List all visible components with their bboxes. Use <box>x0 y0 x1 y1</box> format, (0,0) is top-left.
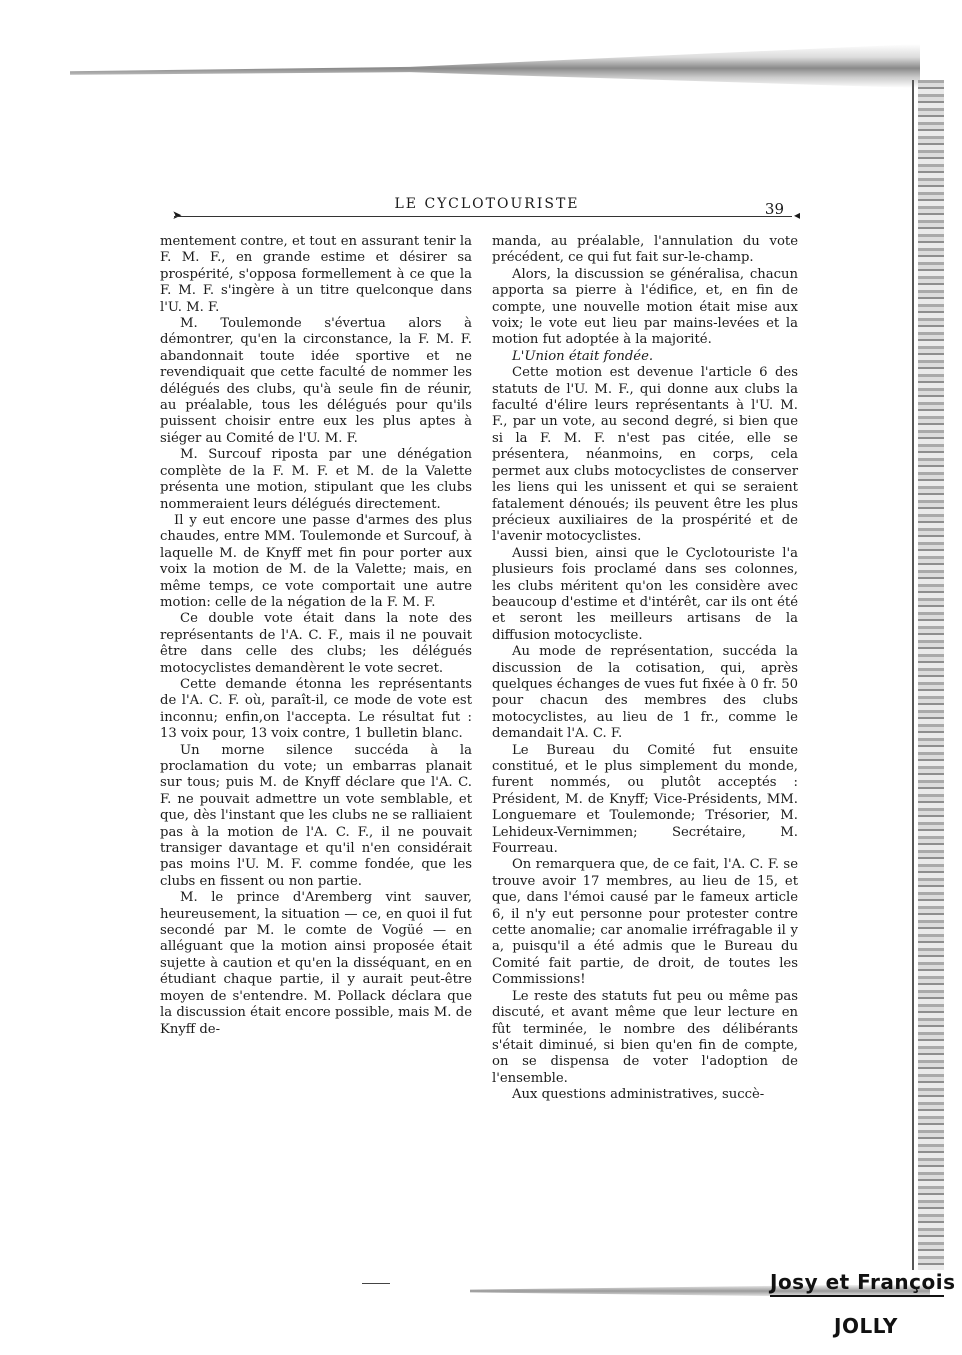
paragraph: Un morne silence succéda à la proclamation du vote; un embarras planait sur tous; puis M. de Knyff déclare que l'A. C. F. ne pouvait admettre un vote semblable, et que, dès l'instant que les clubs ne se ralliaient pas à la motion de l'A. C. F., il ne pouvait transiger davantage et qu'il n'en considérait pas moins l'U. M. F. comme fondée, que les clubs en fissent ou non partie. <box>160 742 472 889</box>
paragraph: Aux questions administratives, succè- <box>512 1087 765 1103</box>
paragraph: Cette demande étonna les représentants de l'A. C. F. où, paraît-il, ce mode de vote est inconnu; enfin,on l'accepta. Le résultat fut : 13 voix pour, 13 voix contre, 1 bulletin blanc. <box>160 676 472 742</box>
left-column <box>160 234 472 1038</box>
scan-edge-right <box>912 80 914 1270</box>
page-header <box>174 196 800 226</box>
arrow-right-icon: ◂ <box>793 208 800 222</box>
watermark-names: Josy et François <box>770 1270 956 1294</box>
paragraph: Ce double vote était dans la note des représentants de l'A. C. F., mais il ne pouvait être dans celle des clubs; les délégués motocyclistes demandèrent le vote secret. <box>160 611 472 676</box>
scan-mark <box>362 1283 390 1284</box>
paragraph: manda, au préalable, l'annulation du vote précédent, ce qui fut fait sur-le-champ. <box>492 234 798 266</box>
scan-shadow-right <box>918 80 944 1270</box>
header-rule <box>174 216 792 218</box>
paragraph: Le reste des statuts fut peu ou même pas discuté, et avant même que leur lecture en fût terminée, le nombre des délibérants s'était diminué, si bien qu'en fin de compte, on se dispensa de voter l'adoption de l'ensemble. <box>492 988 798 1086</box>
paragraph: M. Surcouf riposta par une dénégation complète de la F. M. F. et M. de la Valette présenta une motion, stipulant que les clubs nommeraient leurs délégués directement. <box>160 447 472 512</box>
paragraph: Cette motion est devenue l'article 6 des statuts de l'U. M. F., qui donne aux clubs la faculté d'élire leurs représentants à l'U. M. F., par un vote, au second degré, si bien que si la F. M. F. n'est pas citée, elle se présentera, néanmoins, en corps, cela permet aux clubs motocyclistes de conserver les liens qui les unissent et qui se seraient fatalement dénoués; ils peuvent être les plus précieux auxiliaires de la prospérité et de l'avenir motocyclistes. <box>492 365 798 545</box>
page-number: 39 <box>764 200 784 218</box>
paragraph: Aussi bien, ainsi que le Cyclotouriste l'a plusieurs fois proclamé dans ses colonnes, les clubs méritent qu'on les considère avec beaucoup d'estime et d'intérêt, car ils ont été et seront les meilleurs artisans de la diffusion motocycliste. <box>492 545 798 643</box>
paragraph: mentement contre, et tout en assurant tenir la F. M. F., en grande estime et désirer sa prospérité, s'opposa formellement à ce que la F. M. F. s'ingère à un titre quelconque dans l'U. M. F. <box>160 234 472 315</box>
paragraph: M. Toulemonde s'évertua alors à démontrer, qu'en la circonstance, la F. M. F. abandonnait toute idée sportive et ne revendiquait que cette faculté de nommer les délégués des clubs, qu'à seule fin de réunir, au préalable, tous les délégués pour qu'ils puissent choisir entre eux les plus aptes à siéger au Comité de l'U. M. F. <box>160 316 472 446</box>
paragraph: M. le prince d'Aremberg vint sauver, heureusement, la situation — ce, en quoi il fut secondé par M. le comte de Vogüé — en alléguant que la motion ainsi proposée était sujette à caution et qu'en la disséquant, en en étudiant chaque partie, il y aurait peut-être moyen de s'entendre. M. Pollack déclara que la discussion était encore possible, mais M. de Knyff de- <box>160 890 472 1037</box>
paragraph: Au mode de représentation, succéda la discussion de la cotisation, qui, après quelques échanges de vues fut fixée à 0 fr. 50 pour chacun des membres des clubs motocyclistes, au lieu de 1 fr., comme le demandait l'A. C. F. <box>492 644 798 742</box>
paragraph: On remarquera que, de ce fait, l'A. C. F. se trouve avoir 17 membres, au lieu de 15, et que, dans l'émoi causé par le fameux article 6, il n'y eut personne pour protester contre cette anomalie; car anomalie irréfragable il y a, puisqu'il a été admis que le Bureau du Comité fait partie, de droit, de toutes les Commissions! <box>492 857 798 988</box>
arrow-left-icon: ➤ <box>172 208 183 222</box>
watermark-underline <box>770 1295 944 1297</box>
paragraph: L'Union était fondée. <box>512 348 654 364</box>
right-column <box>492 234 798 1104</box>
paragraph: Il y eut encore une passe d'armes des plus chaudes, entre MM. Toulemonde et Surcouf, à laquelle M. de Knyff met fin pour porter aux voix la motion de M. de la Valette; mais, en même temps, ce vote comportait une autre motion: celle de la négation de la F. M. F. <box>160 512 472 610</box>
paragraph: Le Bureau du Comité fut ensuite constitué, et le plus simplement du monde, furent nommés, ou plutôt acceptés : Président, M. de Knyff; Vice-Présidents, MM. Longuemare et Toulemonde; Trésorier, M. Lehideux-Vernimmen; Secrétaire, M. Fourreau. <box>492 742 798 857</box>
watermark-family: JOLLY <box>834 1314 898 1338</box>
paragraph: Alors, la discussion se généralisa, chacun apporta sa pierre à l'édifice, et, en fin de compte, une nouvelle motion était mise aux voix; le vote eut lieu par mains-levées et la motion fut adoptée à la majorité. <box>492 266 798 348</box>
scan-shadow-top <box>70 44 920 88</box>
page-title: LE CYCLOTOURISTE <box>394 196 580 212</box>
